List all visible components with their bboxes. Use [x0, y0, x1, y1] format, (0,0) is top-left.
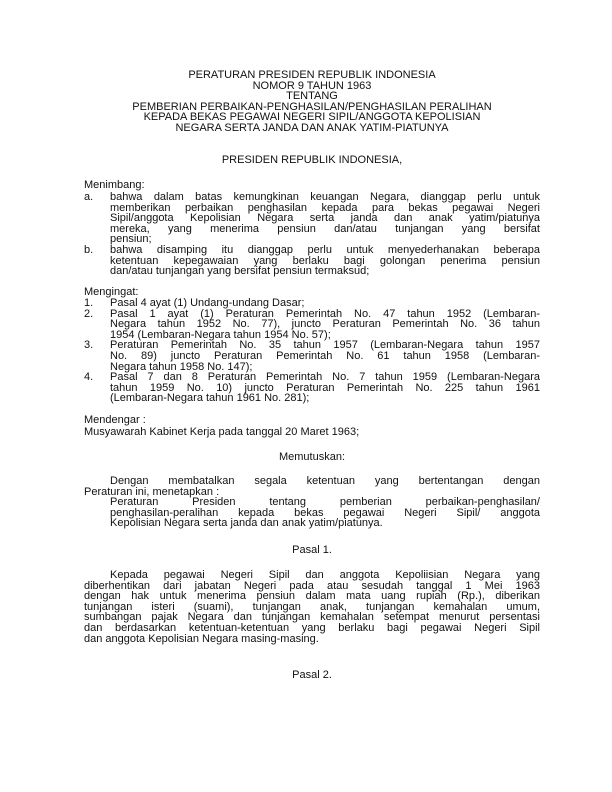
- item-number: 1.: [84, 297, 94, 309]
- pasal-1-line: dengan hak untuk menerima pensiun dalam mata uang rupiah (Rp.), diberikan: [84, 590, 540, 603]
- title-line: PERATURAN PRESIDEN REPUBLIK INDONESIA: [188, 69, 436, 81]
- pasal-1-heading: Pasal 1.: [292, 544, 332, 556]
- pasal-1-line: dan anggota Kepolisian Negara masing-masing.: [84, 632, 319, 645]
- item-line: Sipil/anggota Kepolisian Negara serta janda dan anak yatim/piatunya: [110, 212, 540, 225]
- item-number: b.: [84, 244, 94, 256]
- menetapkan-line: Dengan membatalkan segala ketentuan yang bertentangan dengan: [110, 475, 540, 487]
- mendengar-text: Musyawarah Kabinet Kerja pada tanggal 20 Maret 1963;: [84, 426, 360, 438]
- menetapkan-line: Peraturan ini, menetapkan :: [84, 486, 220, 498]
- item-line: Pasal 7 dan 8 Peraturan Pemerintah No. 7 tahun 1959 (Lembaran-Negara: [110, 371, 540, 384]
- pasal-1-line: dan berdasarkan ketentuan-ketentuan yang berlaku bagi pegawai Negeri Sipil: [84, 622, 540, 634]
- title-line: NOMOR 9 TAHUN 1963: [252, 79, 372, 92]
- item-line: Pasal 4 ayat (1) Undang-undang Dasar;: [110, 297, 305, 309]
- title-line: PEMBERIAN PERBAIKAN-PENGHASILAN/PENGHASILAN PERALIHAN: [132, 100, 492, 113]
- pasal-1-line: Kepada pegawai Negeri Sipil dan anggota Kepoliisian Negara yang: [110, 569, 540, 581]
- item-number: a.: [84, 191, 94, 203]
- menimbang-heading: Menimbang:: [84, 179, 145, 191]
- mengingat-heading: Mengingat:: [84, 286, 139, 298]
- item-line: ketentuan kepegawaian yang berlaku bagi golongan penerima pensiun: [110, 254, 540, 267]
- item-line: Pasal 1 ayat (1) Peraturan Pemerintah No. 47 tahun 1952 (Lembaran-: [110, 307, 540, 320]
- menetapkan-sub-line: penghasilan-peralihan kepada bekas pegawai Negeri Sipil/ anggota: [110, 506, 540, 519]
- item-line: pensiun;: [110, 233, 152, 246]
- pasal-1-line: diberhentikan dari jabatan Negeri pada atau sesudah tanggal 1 Mei 1963: [84, 579, 540, 592]
- menetapkan-sub-line: Peraturan Presiden tentang pemberian perbaikan-penghasilan/: [110, 496, 540, 508]
- item-line: mereka, yang menerima pensiun dan/atau tunjangan yang bersifat: [110, 222, 540, 235]
- item-line: 1954 (Lembaran-Negara tahun 1954 No. 57);: [110, 328, 331, 341]
- item-line: Peraturan Pemerintah No. 35 tahun 1957 (Lembaran-Negara tahun 1957: [110, 339, 540, 352]
- item-line: dan/atau tunjangan yang bersifat pensiun termaksud;: [110, 265, 370, 278]
- mendengar-heading: Mendengar :: [84, 414, 146, 426]
- item-line: (Lembaran-Negara tahun 1961 No. 281);: [110, 392, 310, 405]
- pasal-1-line: tunjangan isteri (suami), tunjangan anak, tunjangan kemahalan umum,: [84, 600, 540, 613]
- pasal-2-heading: Pasal 2.: [292, 669, 332, 681]
- title-line: KEPADA BEKAS PEGAWAI NEGERI SIPIL/ANGGOTA KEPOLISIAN: [143, 111, 481, 124]
- item-line: bahwa disamping itu dianggap perlu untuk menyederhanakan beberapa: [110, 244, 540, 256]
- title-line: NEGARA SERTA JANDA DAN ANAK YATIM-PIATUNYA: [175, 122, 449, 134]
- item-line: Negara tahun 1952 No. 77), juncto Peraturan Pemerintah No. 36 tahun: [110, 318, 540, 331]
- president-heading: PRESIDEN REPUBLIK INDONESIA,: [221, 154, 403, 166]
- item-line: memberikan perbaikan penghasilan kepada para bekas pegawai Negeri: [110, 201, 540, 214]
- item-line: Negara tahun 1958 No. 147);: [110, 360, 253, 373]
- pasal-1-line: sumbangan pajak Negara dan tunjangan kemahalan setempat menurut persentasi: [84, 611, 540, 624]
- item-number: 4.: [84, 371, 94, 384]
- menetapkan-sub-line: Kepolisian Negara serta janda dan anak yatim/piatunya.: [110, 517, 383, 530]
- item-line: tahun 1959 No. 10) juncto Peraturan Pemerintah No. 225 tahun 1961: [110, 381, 540, 394]
- memutuskan-heading: Memutuskan:: [278, 451, 346, 463]
- item-line: No. 89) juncto Peraturan Pemerintah No. 61 tahun 1958 (Lembaran-: [110, 350, 540, 362]
- item-number: 3.: [84, 339, 94, 352]
- title-line: TENTANG: [286, 90, 338, 103]
- item-line: bahwa dalam batas kemungkinan keuangan Negara, dianggap perlu untuk: [110, 191, 540, 203]
- item-number: 2.: [84, 307, 94, 320]
